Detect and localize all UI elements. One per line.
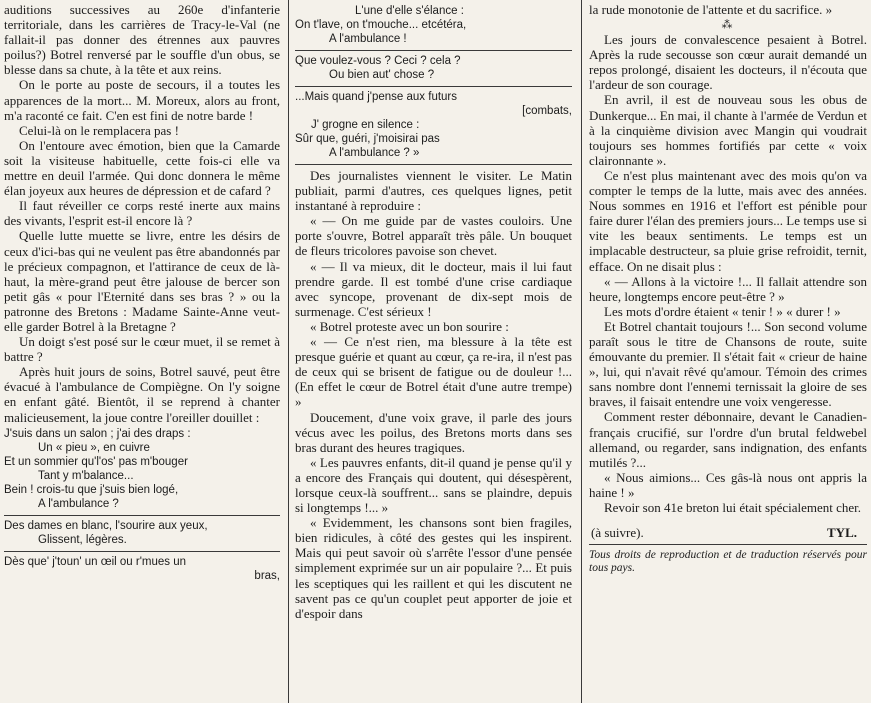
separator-line — [4, 551, 280, 552]
separator-line — [589, 544, 867, 545]
song-verse — [295, 54, 572, 82]
verse-line: Un « pieu », en cuivre — [38, 441, 150, 454]
separator-line — [295, 164, 572, 165]
paragraph: Les jours de convalescence pesaient à Botrel. Après la rude secousse son cœur aurait demandé un repos prolongé, disaient les docteurs, il n'écouta que l'ardeur de son courage. — [589, 32, 867, 93]
song-verse — [4, 555, 280, 583]
to-be-continued: (à suivre). — [591, 525, 644, 541]
paragraph: Des journalistes viennent le visiter. Le Matin publiait, parmi d'autres, ces quelques lignes, petit instantané à reproduire : — [295, 168, 572, 214]
verse-line: Que voulez-vous ? Ceci ? cela ? — [295, 55, 461, 67]
signature-line — [589, 525, 867, 540]
paragraph: « Nous aimions... Ces gâs-là nous ont appris la haine ! » — [589, 469, 867, 500]
paragraph: auditions successives au 260e d'infanterie territoriale, dans les carrières de Tracy-le-Val (ne fallait-il pas donner des étrennes aux pauvres poilus?) Botrel renversé par le souffle d'un obus, se blesse dans sa chute, à la tête et aux reins. — [4, 2, 280, 78]
column-1 — [4, 2, 280, 701]
paragraph: Il faut réveiller ce corps resté inerte aux mains des vivants, l'esprit est-il encore là ? — [4, 198, 280, 229]
paragraph: Les mots d'ordre étaient « tenir ! » « durer ! » — [604, 303, 841, 319]
paragraph: On le porte au poste de secours, il a toutes les apparences de la mort... M. Moreux, alors au front, m'a raconté ce fait. C'en est fini de notre barde ! — [4, 77, 280, 123]
verse-line: On t'lave, on t'mouche... etcétéra, — [295, 19, 467, 31]
verse-line: ...Mais quand j'pense aux futurs — [295, 91, 458, 103]
verse-line: Sûr que, guéri, j'moisirai pas — [295, 133, 440, 145]
paragraph: Après huit jours de soins, Botrel sauvé, peut être évacué à l'ambulance de Compiègne. On l'y soigne en enfant gâté. Bientôt, il se reprend à chanter malicieusement, la joue contre l'oreiller douillet : — [4, 364, 280, 425]
column-3 — [589, 2, 867, 701]
verse-line: Dès que' j'toun' un œil ou r'mues un — [4, 555, 187, 568]
verse-line: bras, — [254, 569, 280, 582]
paragraph: Doucement, d'une voix grave, il parle des jours vécus avec les poilus, des Bretons morts dans ses bras durant des heures tragiques. — [295, 409, 572, 455]
paragraph: On l'entoure avec émotion, bien que la Camarde soit la visiteuse habituelle, cette fois-ci elle va mettre en deuil l'armée. Qui donc donnera le même élan joyeux aux heures de dépression et de cafard ? — [4, 137, 280, 199]
paragraph: Et Botrel chantait toujours !... Son second volume paraît sous le titre de Chansons de route, suite émouvante du premier. Il s'était fait « crieur de haine », lui, qui n'avait rêvé qu'amour. Témoin des crimes sans nombre dont l'ennemi ternissait la gloire de ses braves, il faisait entendre une voix vengeresse. — [589, 318, 867, 410]
author-signature: TYL. — [827, 525, 857, 541]
paragraph: « — Allons à la victoire !... Il fallait attendre son heure, longtemps encore peut-être ? » — [589, 273, 867, 304]
verse-line: Ou bien aut' chose ? — [329, 69, 435, 81]
verse-line: Glissent, légères. — [38, 533, 127, 546]
paragraph: « Botrel proteste avec un bon sourire : — [310, 318, 509, 334]
column-2 — [295, 2, 572, 701]
separator-line — [4, 515, 280, 516]
paragraph: Comment rester débonnaire, devant le Canadien-français crucifié, sur l'ordre d'un brutal feldwebel allemand, ou regarder, sans indignation, des enfants mutilés ?... — [589, 409, 867, 470]
column-rule — [288, 0, 289, 703]
verse-line: Et un sommier qu'l'os' pas m'bouger — [4, 455, 188, 468]
song-verse — [4, 519, 280, 547]
paragraph: Quelle lutte muette se livre, entre les désirs de ceux d'ici-bas qui ne veulent pas être abandonnés par le précieux compagnon, et l'attirance de ceux de là-haut, la mère-grand peut être jalouse de bercer son petit gâs « pour l'Eternité dans ses bras ? » ou la patronne des Bretons : Madame Sainte-Anne veut-elle garder Botrel à la Bretagne ? — [4, 228, 280, 334]
song-verse — [295, 90, 572, 160]
verse-line: Des dames en blanc, l'sourire aux yeux, — [4, 519, 208, 532]
verse-line: A l'ambulance ! — [329, 33, 407, 45]
section-ornament: ⁂ — [721, 19, 735, 32]
song-verse — [295, 4, 572, 46]
verse-line: Tant y m'balance... — [38, 469, 134, 482]
verse-line: [combats, — [522, 105, 572, 117]
verse-line: A l'ambulance ? — [38, 497, 119, 510]
paragraph: « Les pauvres enfants, dit-il quand je pense qu'il y a encore des Français qui doutent, qui désespèrent, lorsque ceux-là souffrent... sans se plaindre, depuis si longtemps !... » — [295, 454, 572, 516]
paragraph: « — Ce n'est rien, ma blessure à la tête est presque guérie et quant au cœur, ça re-ira, il n'est pas de ceux qui se brisent de fatigue ou de douleur !... (En effet le cœur de Botrel était d'une autre trempe) » — [295, 334, 572, 410]
paragraph: « — Il va mieux, dit le docteur, mais il lui faut prendre garde. Il est tombé d'une crise cardiaque avec syncope, provenant de dix-sept mois de surmenage. C'est sérieux ! — [295, 258, 572, 319]
paragraph: la rude monotonie de l'attente et du sacrifice. » — [589, 2, 833, 17]
song-verse — [4, 427, 280, 511]
separator-line — [295, 86, 572, 87]
paragraph: Ce n'est plus maintenant avec des mois qu'on va compter le temps de la lutte, mais avec des années. Nous sommes en 1916 et l'effort est pénible pour faire durer l'élan des premiers jours... Le temps use si vite les beaux sentiments. Le temps est un implacable destructeur, sa pluie grise refroidit, ternit, efface. On ne disait plus : — [589, 167, 867, 274]
verse-line: L'une d'elle s'élance : — [355, 5, 464, 17]
paragraph: « Evidemment, les chansons sont bien fragiles, bien ridicules, à côté des gestes qui les inspirent. Mais qui peut savoir où s'arrête l'essor d'une pensée simplement exprimée sur un air populaire ?... Et puis les sceptiques qui les raillent et qui les discutent ne savent pas ce qu'un couplet peut apporter de joie et d'espoir dans — [295, 515, 572, 621]
verse-line: A l'ambulance ? » — [329, 147, 420, 159]
verse-line: J' grogne en silence : — [311, 119, 420, 131]
paragraph: En avril, il est de nouveau sous les obus de Dunkerque... En mai, il chante à l'armée de Verdun et à la cinquième division avec Mangin qui voudrait toujours ses hommes fortifiés par cette « voix claironnante ». — [589, 92, 867, 168]
verse-line: J'suis dans un salon ; j'ai des draps : — [4, 427, 191, 440]
paragraph: Celui-là on le remplacera pas ! — [19, 122, 179, 138]
paragraph: « — On me guide par de vastes couloirs. Une porte s'ouvre, Botrel apparaît très pâle. Un bouquet de fleurs tricolores pavoise son chevet. — [295, 213, 572, 259]
separator-line — [295, 50, 572, 51]
paragraph: Un doigt s'est posé sur le cœur muet, il se remet à battre ? — [4, 334, 280, 365]
column-rule — [581, 0, 582, 703]
verse-line: Bein ! crois-tu que j'suis bien logé, — [4, 483, 179, 496]
copyright-notice: Tous droits de reproduction et de traduction réservés pour tous pays. — [589, 549, 867, 575]
paragraph: Revoir son 41e breton lui était spécialement cher. — [604, 500, 862, 515]
